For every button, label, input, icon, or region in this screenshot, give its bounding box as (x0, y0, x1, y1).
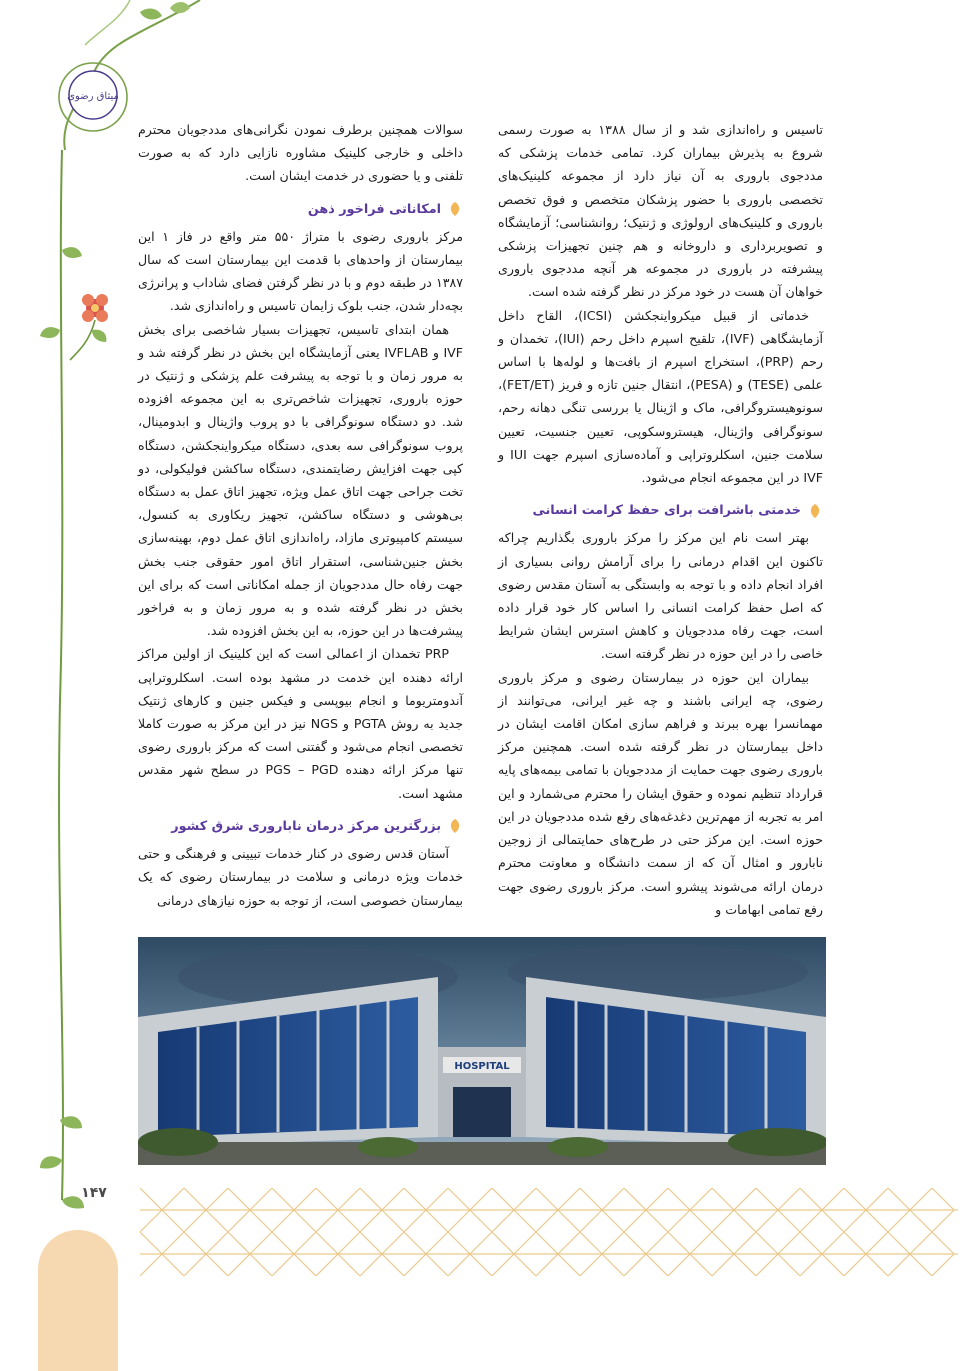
paragraph: بیماران این حوزه در بیمارستان رضوی و مرکز باروری رضوی، چه ایرانی باشند و چه غیر ایرانی، می‌توانند از مهمانسرا بهره ببرند و فراهم سازی امکان اقامت ایشان در داخل بیمارستان در نظر گرفته شده است. همچنین مرکز باروری رضوی جهت حمایت از مددجویان با تمامی بیمه‌های پایه قرارداد تنظیم نموده و حقوق ایشان را محترم می‌شمارد و این امر به تجربه از مهم‌ترین دغدغه‌های رفع شده مددجویان در این حوزه است. این مرکز حتی در طرح‌های حمایتمالی از زوجین نابارور و امثال آن که از سمت دانشگاه و معاونت محترم درمان ارائه می‌شوند پیشرو است. مرکز باروری رضوی جهت رفع تمامی ابهامات و (498, 669, 823, 917)
right-column (498, 118, 823, 921)
leaf-bullet-icon (807, 503, 823, 519)
left-column (138, 118, 463, 912)
hospital-photo (138, 937, 826, 1165)
section-heading: امکاناتی فراخور ذهن (138, 198, 463, 221)
paragraph: مرکز باروری رضوی با متراژ ۵۵۰ متر واقع در فاز ۱ این بیمارستان از واحدهای با قدمت این بیمارستان است که سال ۱۳۸۷ در طبقه دوم و با در نظر گرفتن فضای شاداب و پرانرژی بچه‌دار شدن، جنب بلوک زایمان تاسیس و راه‌اندازی شد. (138, 228, 463, 314)
paragraph: بهتر است نام این مرکز را مرکز باروری بگذاریم چراکه تاکنون این اقدام درمانی را برای آرامش روانی بسیاری از افراد انجام داده و با توجه به وابستگی به آستان مقدس رضوی که اصل حفظ کرامت انسانی را اساس کار خود قرار داده است، جهت رفاه مددجویان و کاهش استرس ایشان شرایط خاصی را در این حوزه در نظر گرفته است. (498, 530, 823, 662)
hospital-sign: HOSPITAL (454, 1061, 510, 1072)
paragraph: آستان قدس رضوی در کنار خدمات تبیینی و فرهنگی و حتی خدمات ویژه درمانی و سلامت در بیمارستان رضوی که یک بیمارستان خصوصی است، از توجه به حوزه نیازهای درمانی (138, 846, 463, 908)
paragraph: همان ابتدای تاسیس، تجهیزات بسیار شاخصی برای بخش IVF و IVFLAB یعنی آزمایشگاه این بخش در نظر گرفته شد و به مرور زمان و با توجه به پیشرفت علم پزشکی و ژنتیک در حوزه باروری، تجهیزات شاخص‌تری به این مجموعه افزوده شد. دو دستگاه سونوگرافی با دو پروب واژینال و ابدومینال، پروب سونوگرافی سه بعدی، دستگاه میکرواینجکشن، دستگاه کپی جهت افزایش رضایتمندی، دستگاه ساکشن فولیکولی، دو تخت جراحی جهت اتاق عمل ویژه، تجهیز اتاق عمل به دستگاه بی‌هوشی و دستگاه ساکشن، تجهیز ریکاوری به کنسول، سیستم کامپیوتری مازاد، راه‌اندازی اتاق عمل دوم، بهینه‌سازی بخش جنین‌شناسی، استقرار اتاق امور حقوقی جنب بخش جهت رفاه حال مددجویان از جمله امکاناتی است که برای این بخش در نظر گرفته شده و به مرور زمان و به فراخور پیشرفت‌ها در این حوزه، به این بخش افزوده شد. (138, 321, 464, 639)
leaf-bullet-icon (447, 201, 463, 217)
flower-ornament (82, 294, 108, 322)
section-heading: خدمتی باشرافت برای حفظ کرامت انسانی (498, 499, 823, 522)
page-number: ۱۴۷ (81, 1185, 107, 1201)
paragraph: تاسیس و راه‌اندازی شد و از سال ۱۳۸۸ به صورت رسمی شروع به پذیرش بیماران کرد. تمامی خدمات پزشکی که مددجوی باروری به آن نیاز دارد از مجموعه کلینیک‌های تخصصی باروری با حضور پزشکان متخصص و فوق تخصص باروری و کلینیک‌های ارولوژی و ژنتیک؛ روانشناسی؛ آزمایشگاه و تصویربرداری و داروخانه و هم چنین تجهیزات پزشکی پیشرفته در باروری در مجموعه هر آنچه مددجوی باروری خواهان آن هست در خود مرکز در نظر گرفته شده است. (498, 122, 823, 300)
section-heading: بزرگترین مرکز درمان ناباروری شرق کشور (138, 815, 463, 838)
logo-text: میثاق رضوی (67, 91, 119, 102)
logo (66, 68, 120, 122)
geometric-pattern (140, 1188, 958, 1276)
corner-ornament (38, 1230, 118, 1371)
paragraph: سوالات همچنین برطرف نمودن نگرانی‌های مددجویان محترم داخلی و خارجی کلینیک مشاوره نازایی دارد که به صورت تلفنی و یا حضوری در خدمت ایشان است. (138, 122, 463, 184)
leaf-bullet-icon (447, 818, 463, 834)
paragraph: خدماتی از قبیل میکرواینجکشن (ICSI)، القاح داخل آزمایشگاهی (IVF)، تلقیح اسپرم داخل رحم (IUI)، تخمدان و رحم (PRP)، استخراج اسپرم از بافت‌ها و لوله‌ها با اساس علمی (TESE) و (PESA)، انتقال جنین تازه و فریز (FET/ET)، سونوهیستروگرافی، ماک و اژینال یا بررسی تنگی دهانه رحم، سونوگرافی واژینال، هیستروسکوپی، تعیین جنسیت، تعیین سلامت جنین، اسکلروتراپی و آماده‌سازی اسپرم جهت IUI و IVF در این مجموعه انجام می‌شود. (498, 307, 823, 486)
paragraph: PRP تخمدان از اعمالی است که این کلینیک از اولین مراکز ارائه دهنده این خدمت در مشهد بوده است. اسکلروتراپی آندومتریوما و انجام بیوپسی و فیکس جنین و کارهای ژنتیک جدید به روش PGTA و NGS نیز در این مرکز به صورت کاملا تخصصی انجام می‌شود و گفتنی است که مرکز باروری رضوی تنها مرکز ارائه دهنده PGS – PGD در سطح شهر مقدس مشهد است. (138, 646, 464, 801)
